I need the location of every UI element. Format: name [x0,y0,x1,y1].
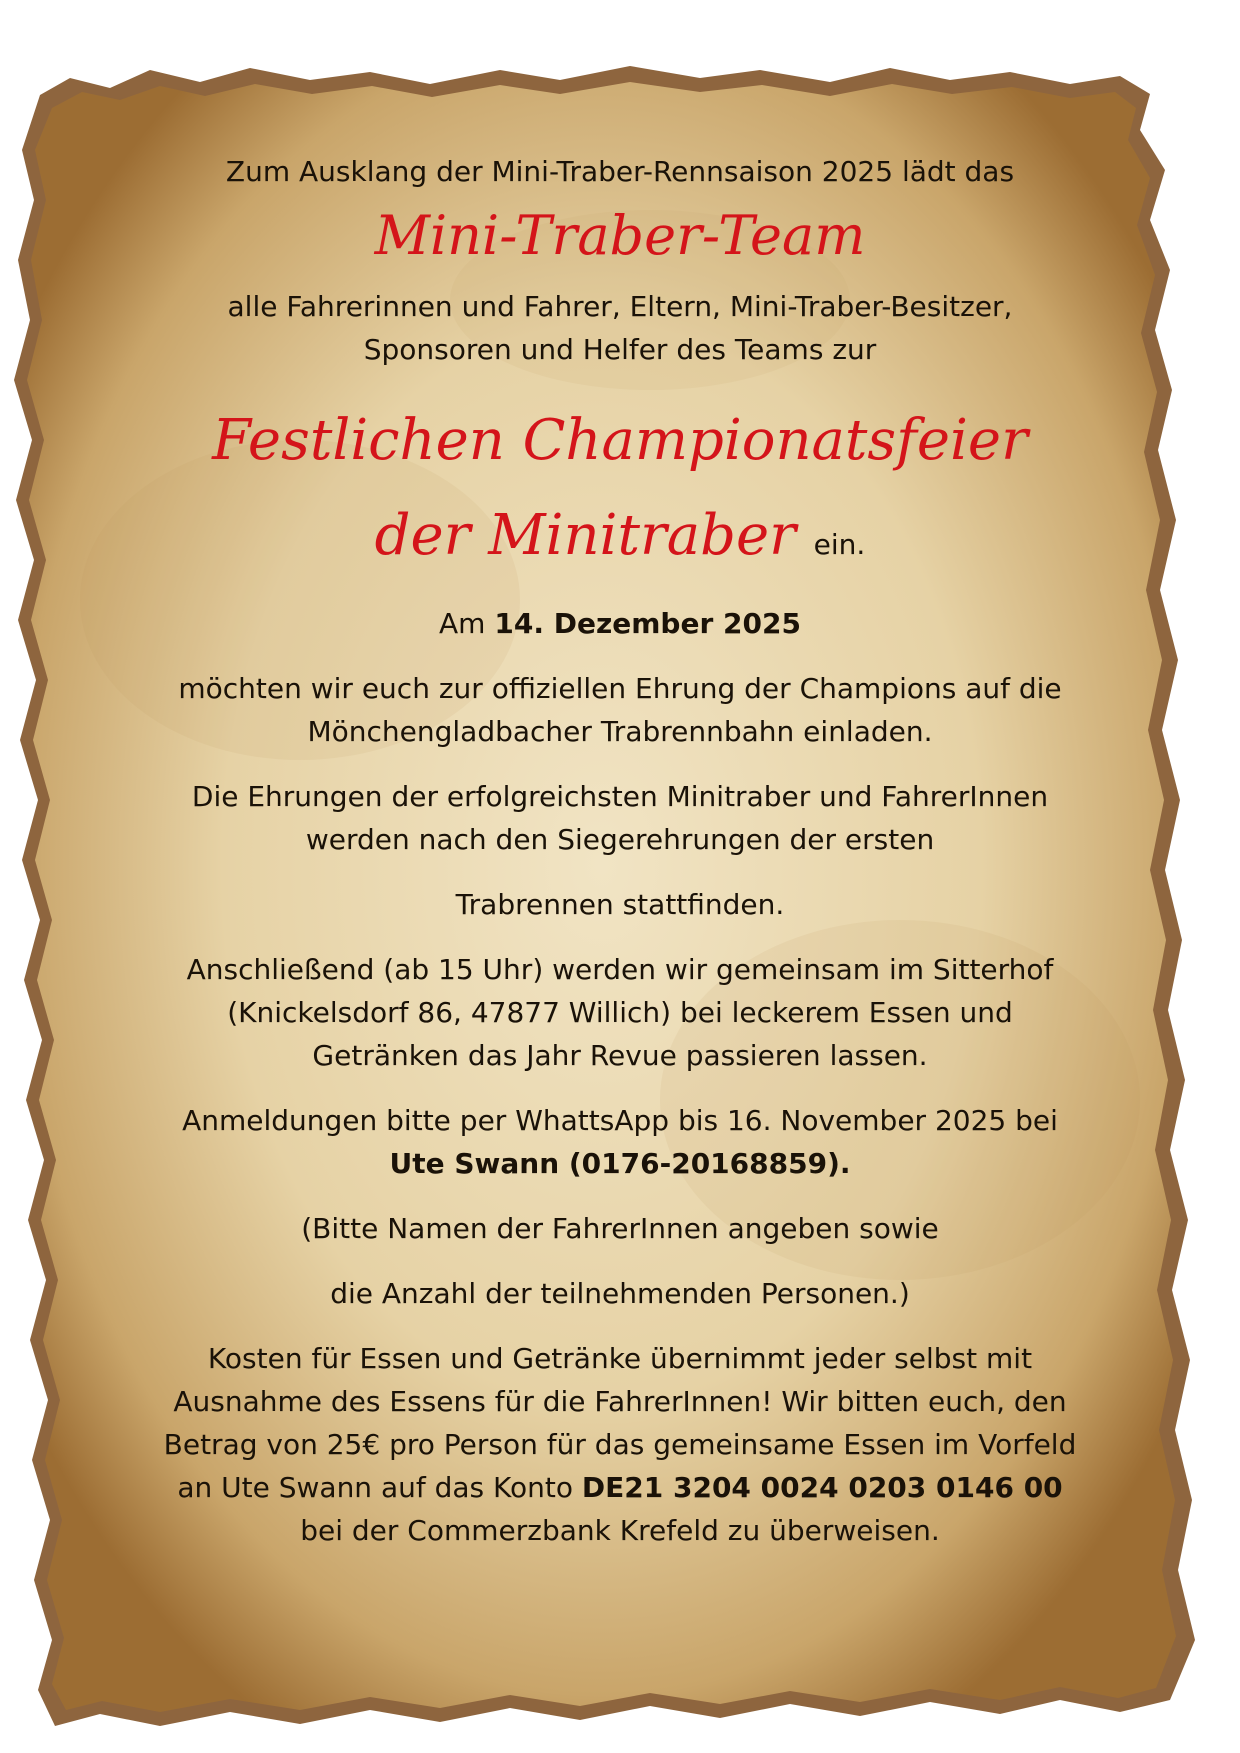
costs-line-3: Betrag von 25€ pro Person für das gemeinsame Essen im Vorfeld [163,1428,1077,1461]
honors-line-3: Trabrennen stattfinden. [455,888,785,921]
date-value: 14. Dezember 2025 [494,607,801,640]
afterparty-line-2: (Knickelsdorf 86, 47877 Willich) bei leckerem Essen und [227,996,1013,1029]
celebration-title-line-1: Festlichen Championatsfeier [212,408,1028,473]
invitation-text [130,150,1110,1552]
registration-contact: Ute Swann (0176-20168859). [389,1147,851,1180]
honors-line-2: werden nach den Siegerehrungen der ersten [305,823,935,856]
registration-line-1: Anmeldungen bitte per WhattsApp bis 16. November 2025 bei [182,1104,1058,1137]
honors-line-1: Die Ehrungen der erfolgreichsten Minitraber und FahrerInnen [191,780,1049,813]
invitees-line-2: Sponsoren und Helfer des Teams zur [363,333,877,366]
event-date [130,602,1110,645]
intro-text: Zum Ausklang der Mini-Traber-Rennsaison 2025 lädt das [225,155,1015,188]
costs-line-2: Ausnahme des Essens für die FahrerInnen! Wir bitten euch, den [173,1385,1067,1418]
note-line-1: (Bitte Namen der FahrerInnen angeben sowie [301,1212,939,1245]
celebration-tail-word: ein. [813,528,866,561]
ceremony-line-1: möchten wir euch zur offiziellen Ehrung der Champions auf die [178,672,1062,705]
costs-line-4 [130,1466,1110,1509]
celebration-title-text: der Minitraber [374,503,796,568]
bank-iban: DE21 3204 0024 0203 0146 00 [581,1471,1063,1504]
ceremony-line-2: Mönchengladbacher Trabrennbahn einladen. [307,715,933,748]
team-name-heading: Mini-Traber-Team [374,204,866,267]
costs-line-5: bei der Commerzbank Krefeld zu überweisen. [300,1514,940,1547]
afterparty-line-1: Anschließend (ab 15 Uhr) werden wir gemeinsam im Sitterhof [186,953,1054,986]
invitees-line-1: alle Fahrerinnen und Fahrer, Eltern, Mini-Traber-Besitzer, [227,290,1013,323]
afterparty-line-3: Getränken das Jahr Revue passieren lassen. [312,1039,928,1072]
costs-line-1: Kosten für Essen und Getränke übernimmt jeder selbst mit [207,1342,1033,1375]
note-line-2: die Anzahl der teilnehmenden Personen.) [330,1277,910,1310]
celebration-title-line-2 [130,488,1110,592]
date-prefix: Am [439,607,486,640]
costs-line-4-prefix: an Ute Swann auf das Konto [177,1471,573,1504]
